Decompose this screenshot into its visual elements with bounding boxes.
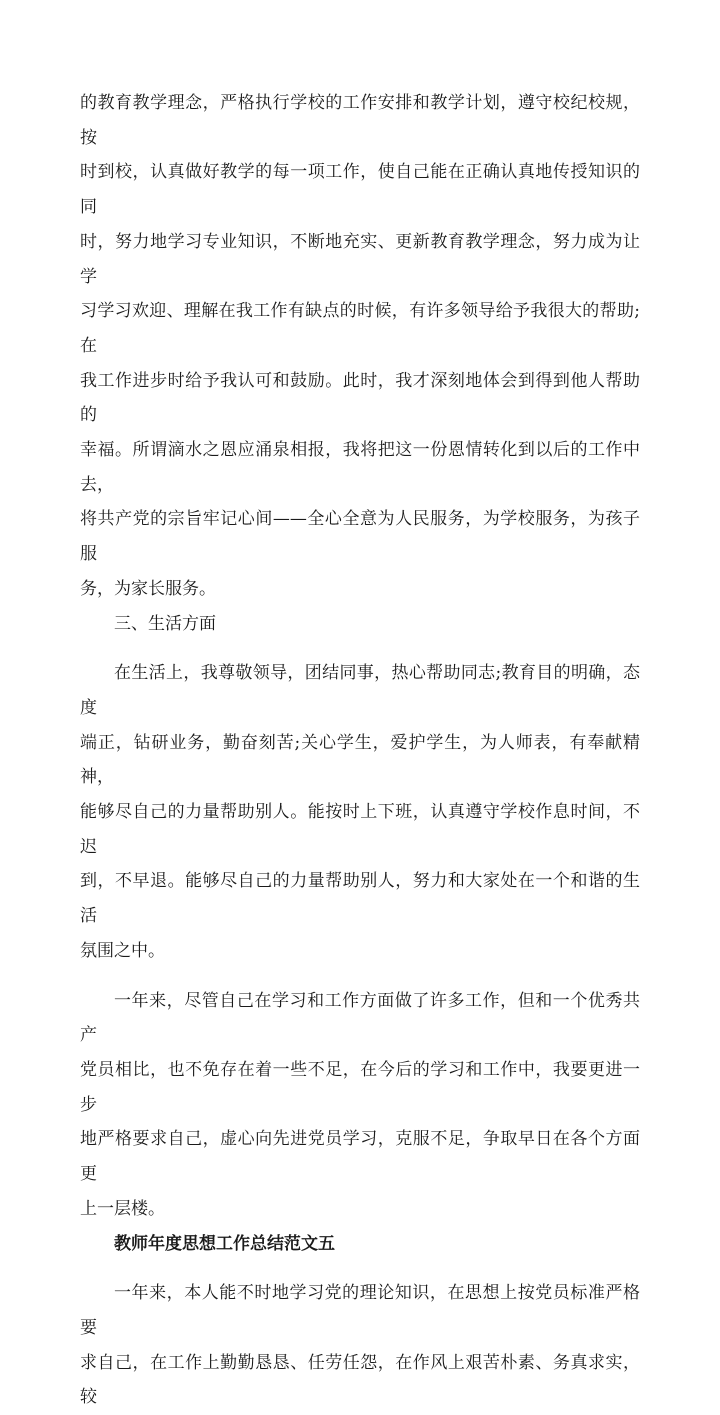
text-line: 习学习欢迎、理解在我工作有缺点的时候，有许多领导给予我很大的帮助;在	[80, 301, 640, 356]
text-line: 务，为家长服务。	[80, 578, 216, 599]
article-title: 教师年度思想工作总结范文五	[114, 1233, 335, 1254]
text-line: 党员相比，也不免存在着一些不足，在今后的学习和工作中，我要更进一步	[80, 1059, 640, 1115]
text-line: 时到校，认真做好教学的每一项工作，使自己能在正确认真地传授知识的同	[80, 162, 640, 218]
text-line: 的教育教学理念，严格执行学校的工作安排和教学计划，遵守校纪校规，按	[80, 93, 640, 148]
document-page	[80, 86, 640, 1415]
text-line: 时，努力地学习专业知识，不断地充实、更新教育教学理念，努力成为让学	[80, 231, 640, 287]
paragraph-life	[80, 656, 640, 968]
text-line: 上一层楼。	[80, 1198, 165, 1219]
text-line: 一年来，尽管自己在学习和工作方面做了许多工作，但和一个优秀共产	[80, 990, 640, 1046]
section-heading-life: 三、生活方面	[114, 613, 216, 634]
text-line: 地严格要求自己，虚心向先进党员学习，克服不足，争取早日在各个方面更	[80, 1129, 640, 1185]
text-line: 将共产党的宗旨牢记心间——全心全意为人民服务，为学校服务，为孩子服	[80, 509, 640, 565]
text-line: 幸福。所谓滴水之恩应涌泉相报，我将把这一份恩情转化到以后的工作中去，	[80, 440, 640, 495]
text-line: 能够尽自己的力量帮助别人。能按时上下班，认真遵守学校作息时间，不迟	[80, 802, 640, 857]
paragraph-teaching-attitude	[80, 86, 640, 607]
text-line: 端正，钻研业务，勤奋刻苦;关心学生，爱护学生，为人师表，有奉献精神，	[80, 732, 640, 788]
text-line: 到，不早退。能够尽自己的力量帮助别人，努力和大家处在一个和谐的生活	[80, 871, 640, 927]
paragraph-year-review	[80, 984, 640, 1227]
paragraph-article5-intro	[80, 1276, 640, 1415]
text-line: 在生活上，我尊敬领导，团结同事，热心帮助同志;教育目的明确，态度	[80, 663, 640, 718]
text-line: 求自己，在工作上勤勤恳恳、任劳任怨，在作风上艰苦朴素、务真求实，较	[80, 1352, 640, 1408]
text-line: 一年来，本人能不时地学习党的理论知识，在思想上按党员标准严格要	[80, 1283, 640, 1338]
text-line: 氛围之中。	[80, 940, 165, 961]
text-line: 我工作进步时给予我认可和鼓励。此时，我才深刻地体会到得到他人帮助的	[80, 370, 640, 426]
